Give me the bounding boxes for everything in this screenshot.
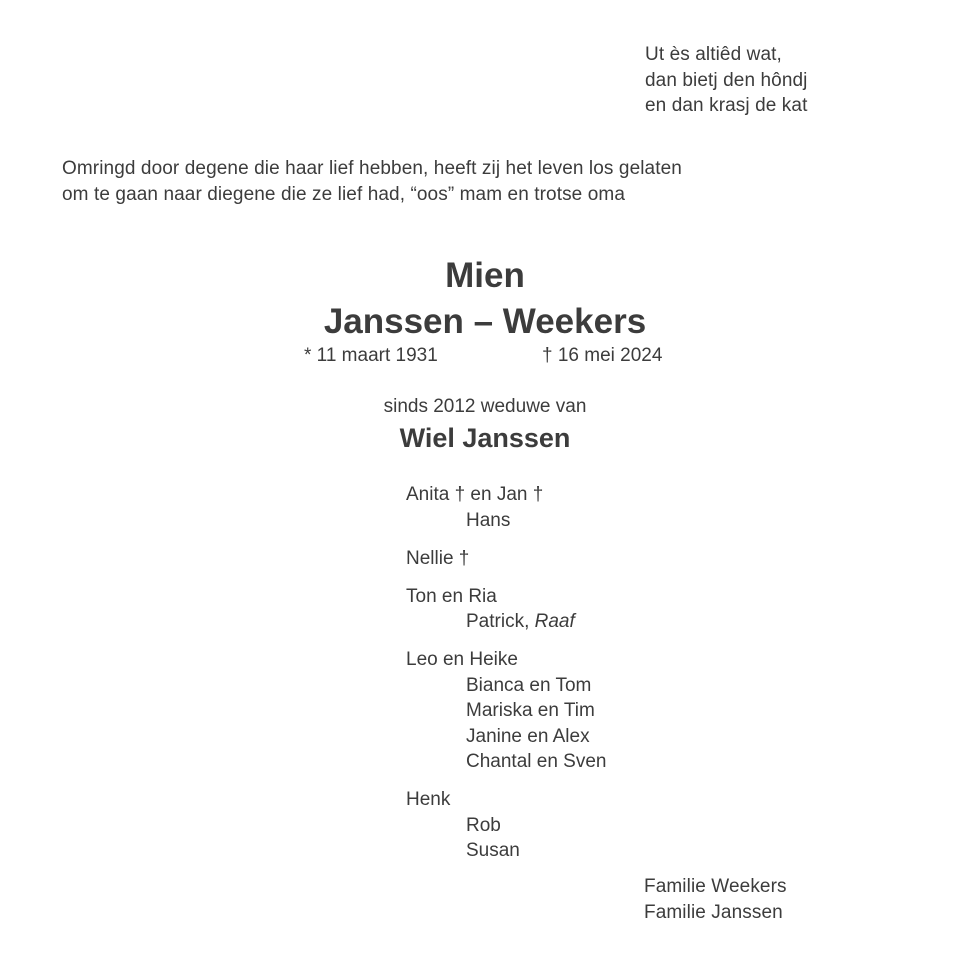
child-name: Anita † en Jan † <box>406 484 544 505</box>
widow-intro: sinds 2012 weduwe van <box>383 396 587 417</box>
birth-date: * 11 maart 1931 <box>304 345 438 366</box>
grandchild-name-text: Patrick, <box>466 611 535 632</box>
motto-line: Ut ès altiêd wat, <box>645 44 782 65</box>
grandchild-name: Chantal en Sven <box>466 751 607 772</box>
child-name: Ton en Ria <box>406 585 497 607</box>
grandchild-name: Susan <box>466 840 520 861</box>
spouse-name: Wiel Janssen <box>399 423 571 453</box>
death-date: † 16 mei 2024 <box>542 345 663 366</box>
deceased-surname: Janssen – Weekers <box>323 302 647 341</box>
grandchild-name <box>406 609 806 635</box>
grandchild-name: Rob <box>466 814 501 836</box>
child-name: Nellie † <box>406 547 470 569</box>
family-group <box>406 647 806 775</box>
intro-line: Omringd door degene die haar lief hebben, heeft zij het leven los gelaten <box>62 158 682 179</box>
family-group <box>406 482 806 533</box>
grandchild-name: Hans <box>466 509 511 531</box>
intro-line: om te gaan naar diegene die ze lief had, “oos” mam en trotse oma <box>62 183 625 205</box>
intro-text <box>62 156 682 207</box>
deceased-first-name: Mien <box>445 256 525 295</box>
family-group <box>406 546 806 572</box>
grandchild-name: Janine en Alex <box>466 725 590 747</box>
grandchild-name: Mariska en Tim <box>466 700 595 721</box>
motto-line: dan bietj den hôndj <box>645 69 808 91</box>
family-list <box>406 482 806 876</box>
child-name: Leo en Heike <box>406 649 518 670</box>
motto-verse <box>645 42 807 119</box>
child-name: Henk <box>406 789 451 810</box>
pet-name: Raaf <box>534 611 575 632</box>
grandchild-name: Bianca en Tom <box>466 674 592 696</box>
signature-line: Familie Weekers <box>644 876 787 897</box>
family-group <box>406 787 806 864</box>
signatures <box>644 874 787 925</box>
motto-line: en dan krasj de kat <box>645 95 808 116</box>
family-group <box>406 584 806 635</box>
signature-line: Familie Janssen <box>644 901 783 923</box>
